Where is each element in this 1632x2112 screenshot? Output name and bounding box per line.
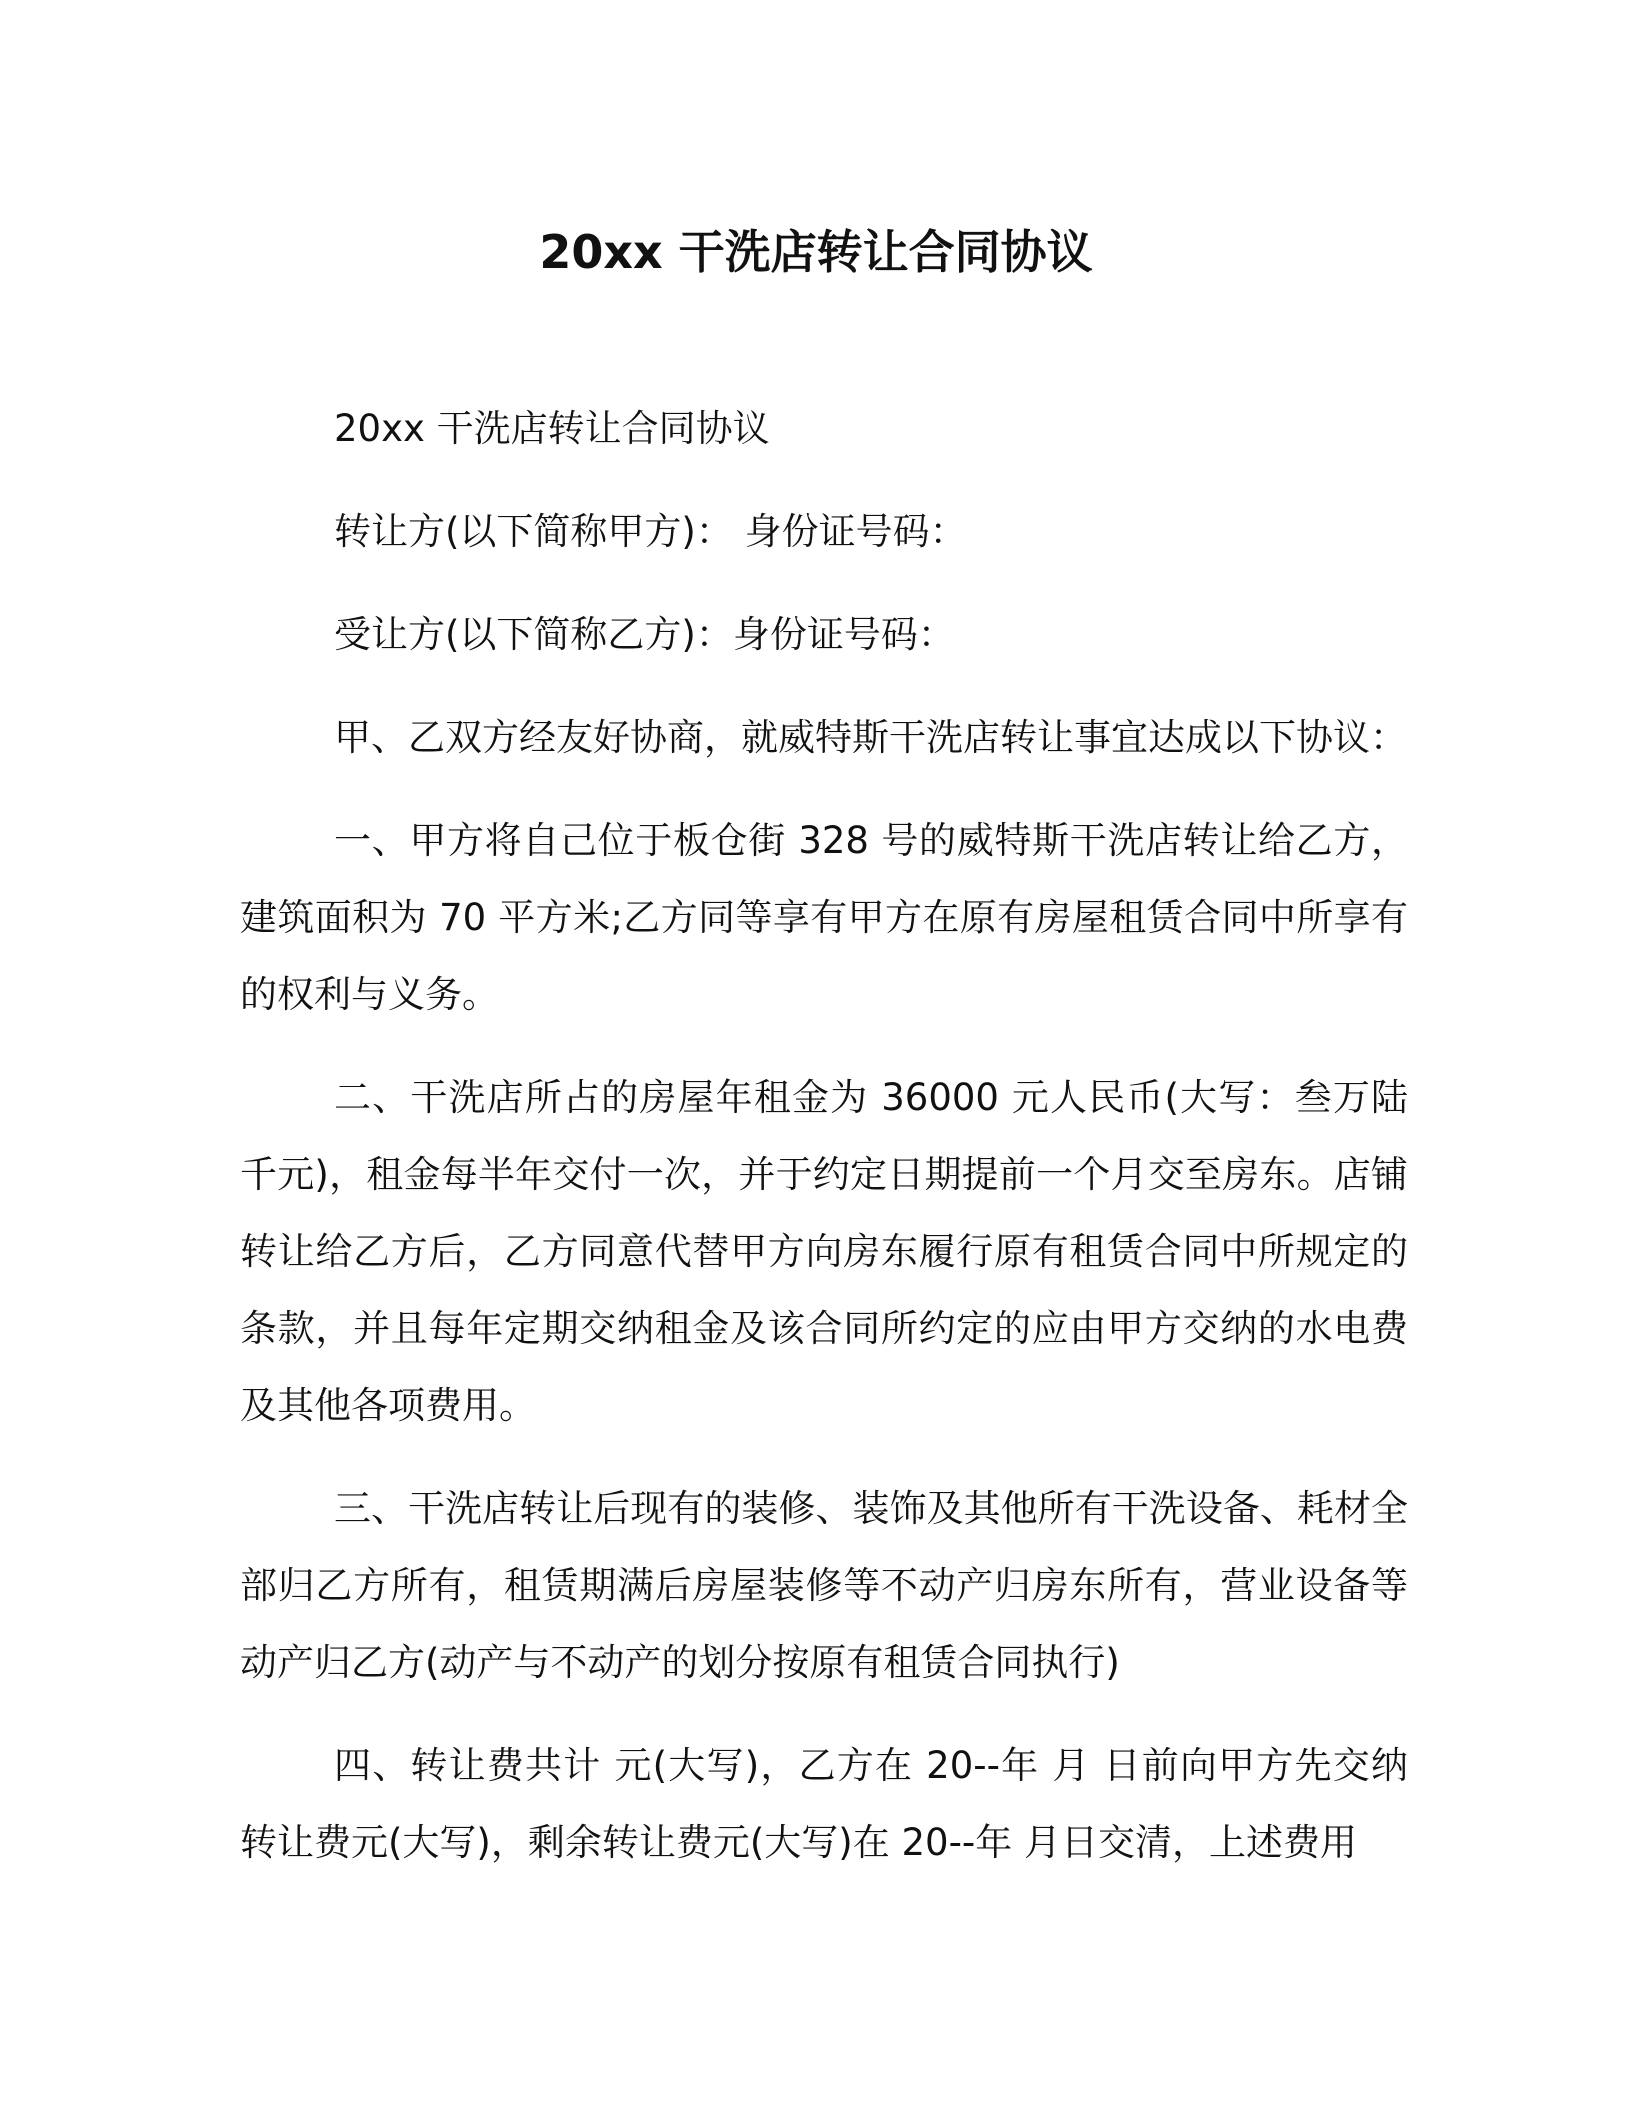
paragraph-clause-2: 二、干洗店所占的房屋年租金为 36000 元人民币(大写：叁万陆千元)，租金每半年交付一次，并于约定日期提前一个月交至房东。店铺转让给乙方后，乙方同意代替甲方向房东履行原有租赁合同中所规定的条款，并且每年定期交纳租金及该合同所约定的应由甲方交纳的水电费及其他各项费用。 [240, 1076, 1408, 1427]
paragraph-clause-1: 一、甲方将自己位于板仓街 328 号的威特斯干洗店转让给乙方，建筑面积为 70 平方米;乙方同等享有甲方在原有房屋租赁合同中所享有的权利与义务。 [240, 819, 1408, 1016]
paragraph-subtitle: 20xx 干洗店转让合同协议 [334, 407, 770, 450]
document-title: 20xx 干洗店转让合同协议 [539, 225, 1093, 279]
paragraph-preamble: 甲、乙双方经友好协商，就威特斯干洗店转让事宜达成以下协议： [334, 716, 1407, 759]
paragraph-clause-3: 三、干洗店转让后现有的装修、装饰及其他所有干洗设备、耗材全部归乙方所有，租赁期满后房屋装修等不动产归房东所有，营业设备等动产归乙方(动产与不动产的划分按原有租赁合同执行) [240, 1487, 1408, 1684]
paragraph-transferor: 转让方(以下简称甲方)： 身份证号码： [334, 510, 967, 553]
paragraph-clause-4: 四、转让费共计 元(大写)，乙方在 20--年 月 日前向甲方先交纳转让费元(大写)，剩余转让费元(大写)在 20--年 月日交清，上述费用 [240, 1744, 1408, 1864]
paragraph-transferee: 受让方(以下简称乙方)：身份证号码： [334, 613, 955, 656]
document-body [240, 390, 1408, 1907]
